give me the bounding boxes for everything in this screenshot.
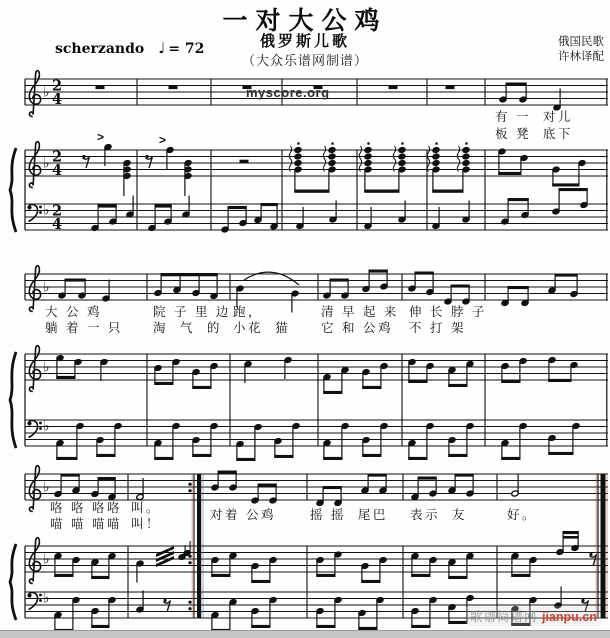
system-2-notation [10, 266, 608, 448]
treble-clef-icon [29, 346, 40, 392]
time-signature-bottom: 4 [51, 91, 63, 108]
accent-mark: > [97, 130, 105, 144]
bass-clef-icon [27, 420, 42, 437]
tempo-text: scherzando [55, 41, 145, 57]
lyric-line: 有 一 对儿 [495, 110, 573, 124]
accent-mark: > [159, 133, 167, 147]
treble-clef-icon [29, 142, 40, 188]
flat-sign: ♭ [43, 418, 50, 435]
lyric-line: 喵 喵 喵喵 [50, 517, 122, 531]
piano-brace [10, 148, 16, 232]
time-signature-top: 2 [51, 202, 63, 220]
time-signature-bottom: 4 [51, 162, 63, 179]
piano-brace [10, 544, 16, 620]
treble-clef-icon [29, 266, 40, 312]
bass-clef-icon [27, 592, 42, 609]
lyric-line: 不 打 架 [409, 321, 466, 335]
credit-translator: 许林译配 [558, 50, 604, 63]
notes-layer [51, 83, 597, 633]
time-signature-top: 2 [51, 148, 63, 166]
treble-clef-icon [29, 466, 40, 512]
lyric-line: 淘 气 的 [153, 321, 222, 335]
lyric-line: 伸 长 脖 子 [409, 305, 487, 319]
lyric-line: 小花 猫 [233, 321, 290, 335]
lyric-line: 跑， [233, 305, 264, 319]
site-name: 歌谱简谱网 [470, 610, 538, 624]
treble-clef-icon [29, 71, 40, 117]
time-signature-top: 2 [51, 77, 63, 95]
flat-sign: ♭ [43, 84, 50, 101]
lyric-line: 它 和 公鸡 [321, 321, 393, 335]
lyric-line: 躺 着 一 只 [45, 321, 123, 335]
engraver-note: （大众乐谱网制谱） [241, 54, 368, 69]
treble-clef-icon [29, 538, 40, 584]
flat-sign: ♭ [43, 202, 50, 219]
piano-brace [10, 352, 16, 448]
lyric-line: 叫。 [131, 501, 162, 515]
lyric-line: 大 公 鸡 [45, 305, 102, 319]
credit-origin: 俄国民歌 [558, 36, 604, 48]
lyric-line: 板 凳 底下 [495, 127, 573, 141]
lyric-line: 院 子 里 边 [153, 305, 231, 319]
flat-sign: ♭ [43, 590, 50, 607]
flat-sign: ♭ [43, 155, 50, 172]
lyric-line: 摇 摇 尾巴 [310, 508, 388, 522]
flat-sign: ♭ [43, 279, 50, 296]
time-signature-bottom: 4 [51, 216, 63, 233]
lyric-line: 对着 公鸡 [210, 508, 276, 522]
song-title: 一对大公鸡 [222, 6, 388, 35]
flat-sign: ♭ [43, 551, 50, 568]
lyric-line: 好。 [507, 508, 538, 522]
lyric-line: 咯 咯 咯咯 [50, 501, 122, 515]
page-edge-strip [0, 630, 610, 638]
lyric-line: 清 早 起 来 [321, 305, 399, 319]
bass-clef-icon [27, 204, 42, 221]
song-subtitle: 俄罗斯儿歌 [259, 33, 350, 50]
staff-watermark: myscore.org [246, 85, 330, 100]
tempo-value: = 72 [168, 41, 205, 57]
site-watermark [466, 606, 601, 626]
site-url: jianpu.cn [542, 610, 597, 624]
lyric-line: 叫！ [131, 517, 162, 531]
flat-sign: ♭ [43, 359, 50, 376]
lyric-line: 表示 友 [410, 508, 467, 522]
quarter-note-icon: ♩ [158, 39, 166, 57]
flat-sign: ♭ [43, 479, 50, 496]
